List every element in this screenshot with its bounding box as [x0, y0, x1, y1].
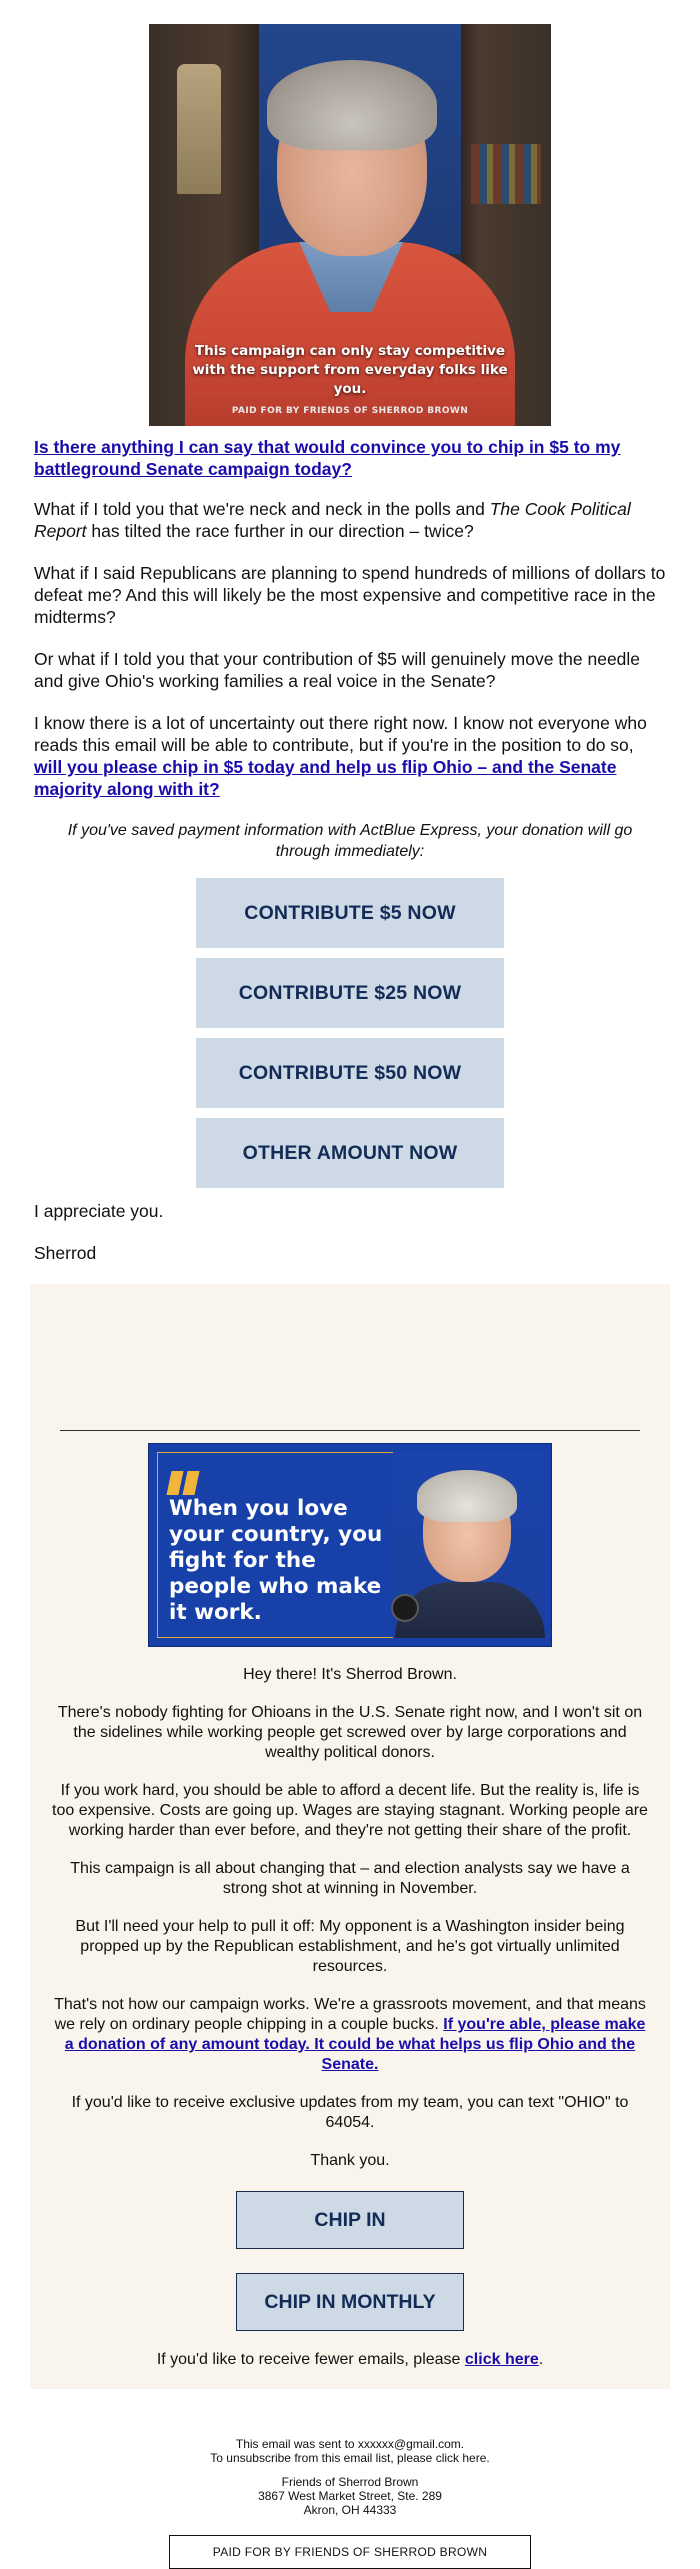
- panel-paragraph-work-hard: If you work hard, you should be able to afford a decent life. But the reality is, life is too expensive. Costs are going up. Wages are staying stagnant. Working people are working harder than ever before, and they're not getting their share of the profit.: [52, 1782, 648, 1839]
- footer-panel: [30, 1284, 670, 2389]
- other-amount-button[interactable]: OTHER AMOUNT NOW: [196, 1118, 504, 1188]
- headline-link[interactable]: Is there anything I can say that would convince you to chip in $5 to my battleground Senate campaign today?: [34, 437, 621, 479]
- signoff-appreciate: I appreciate you.: [34, 1201, 164, 1221]
- chip-in-button[interactable]: CHIP IN: [236, 2191, 464, 2249]
- panel-spacer: [30, 1284, 670, 1430]
- street-address: 3867 West Market Street, Ste. 289: [258, 2489, 442, 2503]
- legal-address: [0, 2475, 700, 2517]
- email-body: [0, 426, 700, 800]
- flip-ohio-link[interactable]: will you please chip in $5 today and help us flip Ohio – and the Senate majority along with it?: [34, 757, 617, 799]
- sent-to-line: This email was sent to xxxxxx@gmail.com.: [235, 2437, 465, 2451]
- p6-start: That's not how our campaign works. We're a grassroots movement, and that means we rely on ordinary people chipping in a couple bucks.: [54, 1996, 646, 2033]
- panel-thank-you: Thank you.: [310, 2152, 390, 2169]
- unsubscribe-line[interactable]: To unsubscribe from this email list, please click here.: [210, 2451, 490, 2465]
- p1-start: What if I told you that we're neck and neck in the polls and: [34, 499, 490, 519]
- signoff: [0, 1188, 700, 1264]
- actblue-express-note: If you've saved payment information with ActBlue Express, your donation will go through immediately:: [67, 822, 633, 860]
- quote-mark-icon: [169, 1466, 203, 1488]
- fewer-emails-link[interactable]: click here: [464, 2351, 539, 2368]
- legal-contact: [0, 2437, 700, 2465]
- city-address: Akron, OH 44333: [303, 2503, 397, 2517]
- hero-video-thumbnail[interactable]: [149, 24, 551, 426]
- contribute-25-button[interactable]: CONTRIBUTE $25 NOW: [196, 958, 504, 1028]
- speaker-hair: [267, 60, 437, 150]
- chip-buttons: [30, 2191, 670, 2331]
- headline-paragraph: [34, 436, 666, 480]
- panel-paragraph-campaign: This campaign is all about changing that – and election analysts say we have a strong shot at winning in November.: [70, 1860, 630, 1897]
- panel-greeting: Hey there! It's Sherrod Brown.: [243, 1666, 457, 1683]
- p4-start: I know there is a lot of uncertainty out there right now. I know not everyone who reads this email will be able to contribute, but if you're in the position to do so,: [34, 713, 647, 755]
- donation-any-amount-link[interactable]: If you're able, please make a donation of any amount today. It could be what helps us flip Ohio and the Senate.: [64, 2016, 646, 2073]
- paid-box-wrap: [0, 2535, 700, 2569]
- paragraph-contribution: Or what if I told you that your contribution of $5 will genuinely move the needle and give Ohio's working families a real voice in the Senate?: [34, 649, 641, 691]
- cook-report-title: The Cook Political Report: [34, 499, 631, 541]
- paragraph-polls: [34, 498, 666, 542]
- banner-quote-text: When you love your country, you fight for the people who make it work.: [169, 1496, 383, 1625]
- p1-end: has tilted the race further in our direction – twice?: [86, 521, 474, 541]
- contribute-50-button[interactable]: CONTRIBUTE $50 NOW: [196, 1038, 504, 1108]
- hero-paid-for: PAID FOR BY FRIENDS OF SHERROD BROWN: [231, 406, 469, 416]
- legal-footer: [0, 2437, 700, 2517]
- panel-paragraph-text-updates: If you'd like to receive exclusive updates from my team, you can text "OHIO" to 64054.: [71, 2094, 629, 2131]
- panel-paragraph-grassroots: [50, 1995, 650, 2075]
- panel-paragraph-nobody: There's nobody fighting for Ohioans in the U.S. Senate right now, and I won't sit on the sidelines while working people get screwed over by large corporations and wealthy political donors.: [57, 1704, 643, 1761]
- contribute-5-button[interactable]: CONTRIBUTE $5 NOW: [196, 878, 504, 948]
- books-decoration: [471, 144, 541, 204]
- hero-section: [0, 0, 700, 426]
- quote-banner: [148, 1443, 552, 1647]
- fewer-start: If you'd like to receive fewer emails, please: [156, 2351, 465, 2368]
- paid-for-box: PAID FOR BY FRIENDS OF SHERROD BROWN: [169, 2535, 531, 2569]
- signoff-name: Sherrod: [34, 1243, 97, 1263]
- statue-decoration: [177, 64, 221, 194]
- donate-buttons: [0, 878, 700, 1188]
- hero-caption: This campaign can only stay competitive with the support from everyday folks like you.: [192, 343, 508, 397]
- fewer-emails-line: [30, 2351, 670, 2369]
- org-name: Friends of Sherrod Brown: [281, 2475, 419, 2489]
- banner-wrap: [30, 1443, 670, 1647]
- microphone-icon: [391, 1594, 419, 1622]
- panel-text: [30, 1665, 670, 2171]
- portrait-hair: [417, 1470, 517, 1522]
- paragraph-uncertainty: [34, 712, 666, 800]
- fewer-end: .: [538, 2351, 544, 2368]
- paragraph-republicans: What if I said Republicans are planning to spend hundreds of millions of dollars to defeat me? And this will likely be the most expensive and competitive race in the midterms?: [34, 563, 666, 627]
- panel-divider: [60, 1430, 640, 1431]
- panel-paragraph-opponent: But I'll need your help to pull it off: My opponent is a Washington insider being propped up by the Republican establishment, and he's got virtually unlimited resources.: [75, 1918, 625, 1975]
- chip-in-monthly-button[interactable]: CHIP IN MONTHLY: [236, 2273, 464, 2331]
